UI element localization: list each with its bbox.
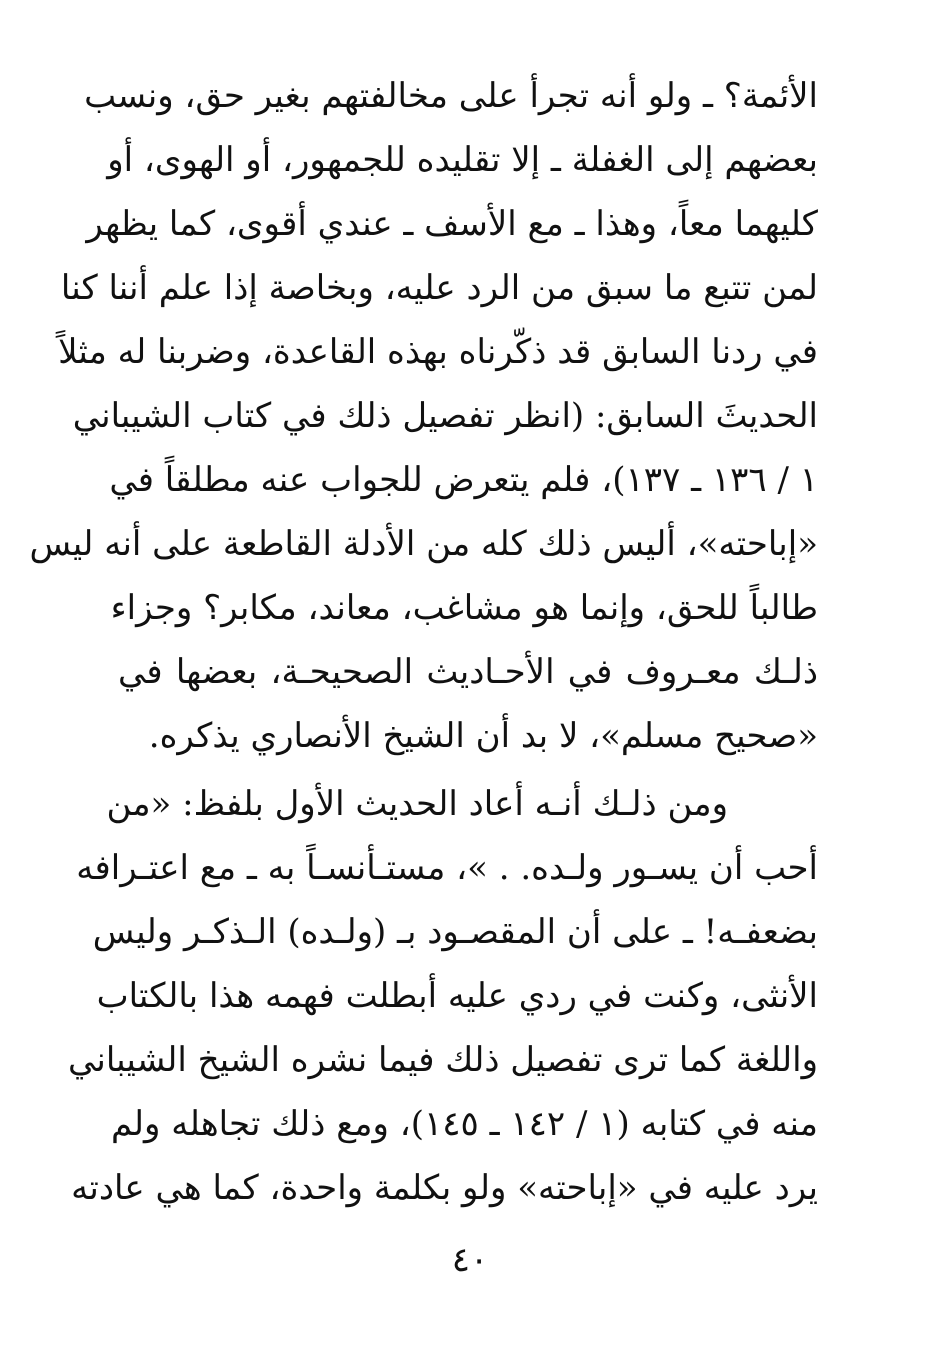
text-line: أحب أن يسـور ولـده. . »، مستـأنسـاً به ـ مع اعتـرافه — [76, 848, 818, 888]
text-line: طالباً للحق، وإنما هو مشاغب، معاند، مكابر؟ وجزاء — [110, 588, 818, 628]
text-line: منه في كتابه (١ / ١٤٢ ـ ١٤٥)، ومع ذلك تجاهله ولم — [111, 1104, 818, 1144]
text-line: لمن تتبع ما سبق من الرد عليه، وبخاصة إذا علم أننا كنا — [60, 268, 818, 308]
paragraph-1 — [29, 64, 818, 768]
text-line: يرد عليه في «إباحته» ولو بكلمة واحدة، كما هي عادته — [71, 1168, 818, 1208]
text-line: «إباحته»، أليس ذلك كله من الأدلة القاطعة على أنه ليس — [29, 524, 818, 564]
text-line: الحديثَ السابق: (انظر تفصيل ذلك في كتاب الشيباني — [72, 396, 818, 436]
text-line: كليهما معاً، وهذا ـ مع الأسف ـ عندي أقوى، كما يظهر — [86, 204, 818, 244]
text-line: ١ / ١٣٦ ـ ١٣٧)، فلم يتعرض للجواب عنه مطلقاً في — [109, 460, 818, 500]
text-line: بضعفـه! ـ على أن المقصـود بـ (ولـده) الـذكـر وليس — [92, 912, 818, 952]
text-line: «صحيح مسلم»، لا بد أن الشيخ الأنصاري يذكره. — [148, 716, 818, 756]
text-line: ومن ذلـك أنـه أعاد الحديث الأول بلفظ: «من — [106, 784, 728, 824]
text-line: بعضهم إلى الغفلة ـ إلا تقليده للجمهور، أو الهوى، أو — [107, 140, 818, 180]
text-line: واللغة كما ترى تفصيل ذلك فيما نشره الشيخ الشيباني — [68, 1040, 818, 1080]
text-line: الأئمة؟ ـ ولو أنه تجرأ على مخالفتهم بغير حق، ونسب — [84, 76, 818, 116]
text-line: في ردنا السابق قد ذكّرناه بهذه القاعدة، وضربنا له مثلاً — [58, 332, 818, 372]
text-line: ذلـك معـروف في الأحـاديث الصحيحـة، بعضها في — [118, 652, 818, 692]
page-number: ٤٠ — [451, 1240, 489, 1280]
text-line: الأنثى، وكنت في ردي عليه أبطلت فهمه هذا بالكتاب — [96, 976, 818, 1016]
paragraph-2 — [68, 772, 818, 1220]
